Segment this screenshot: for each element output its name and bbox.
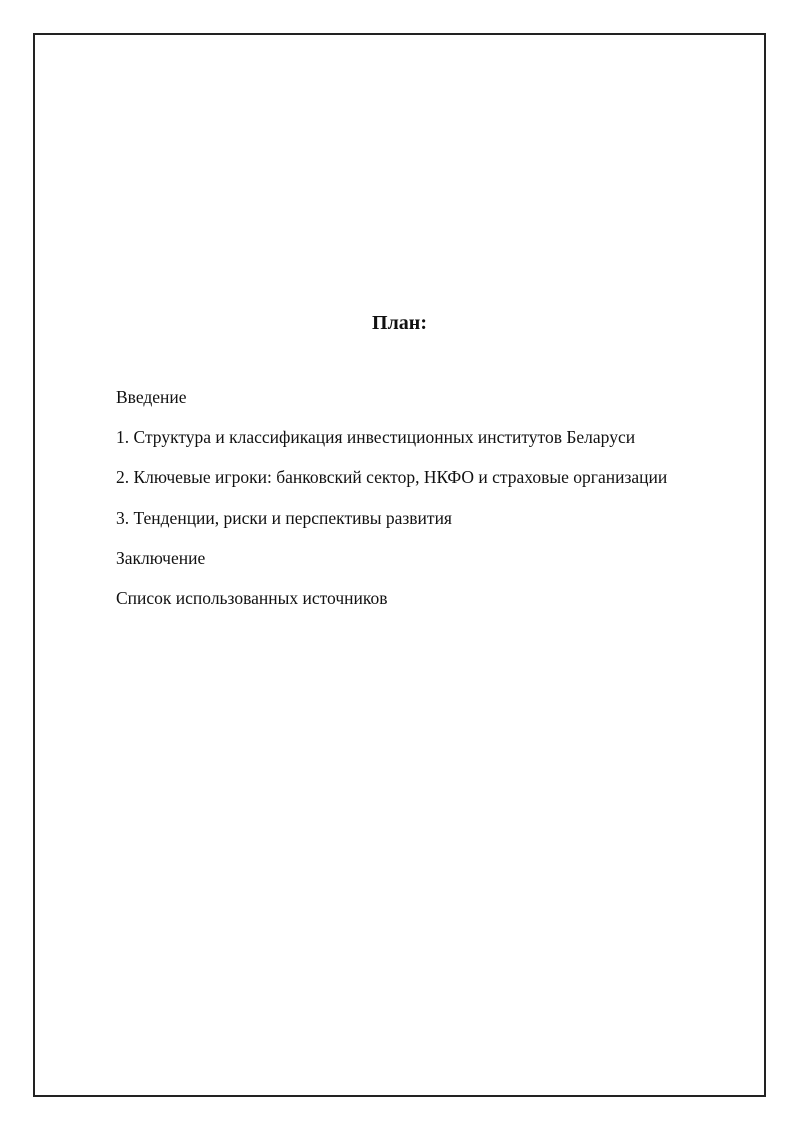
page-frame — [33, 33, 766, 1097]
plan-item-chapter-1: 1. Структура и классификация инвестиционных институтов Беларуси — [116, 427, 636, 448]
plan-list — [116, 385, 667, 626]
plan-item-conclusion: Заключение — [116, 547, 206, 568]
page-title: План: — [372, 312, 427, 334]
plan-item-introduction: Введение — [116, 387, 187, 407]
plan-item-chapter-2: 2. Ключевые игроки: банковский сектор, НКФО и страховые организации — [116, 467, 668, 488]
plan-item-references: Список использованных источников — [116, 587, 388, 608]
plan-item-chapter-3: 3. Тенденции, риски и перспективы развития — [116, 507, 452, 528]
